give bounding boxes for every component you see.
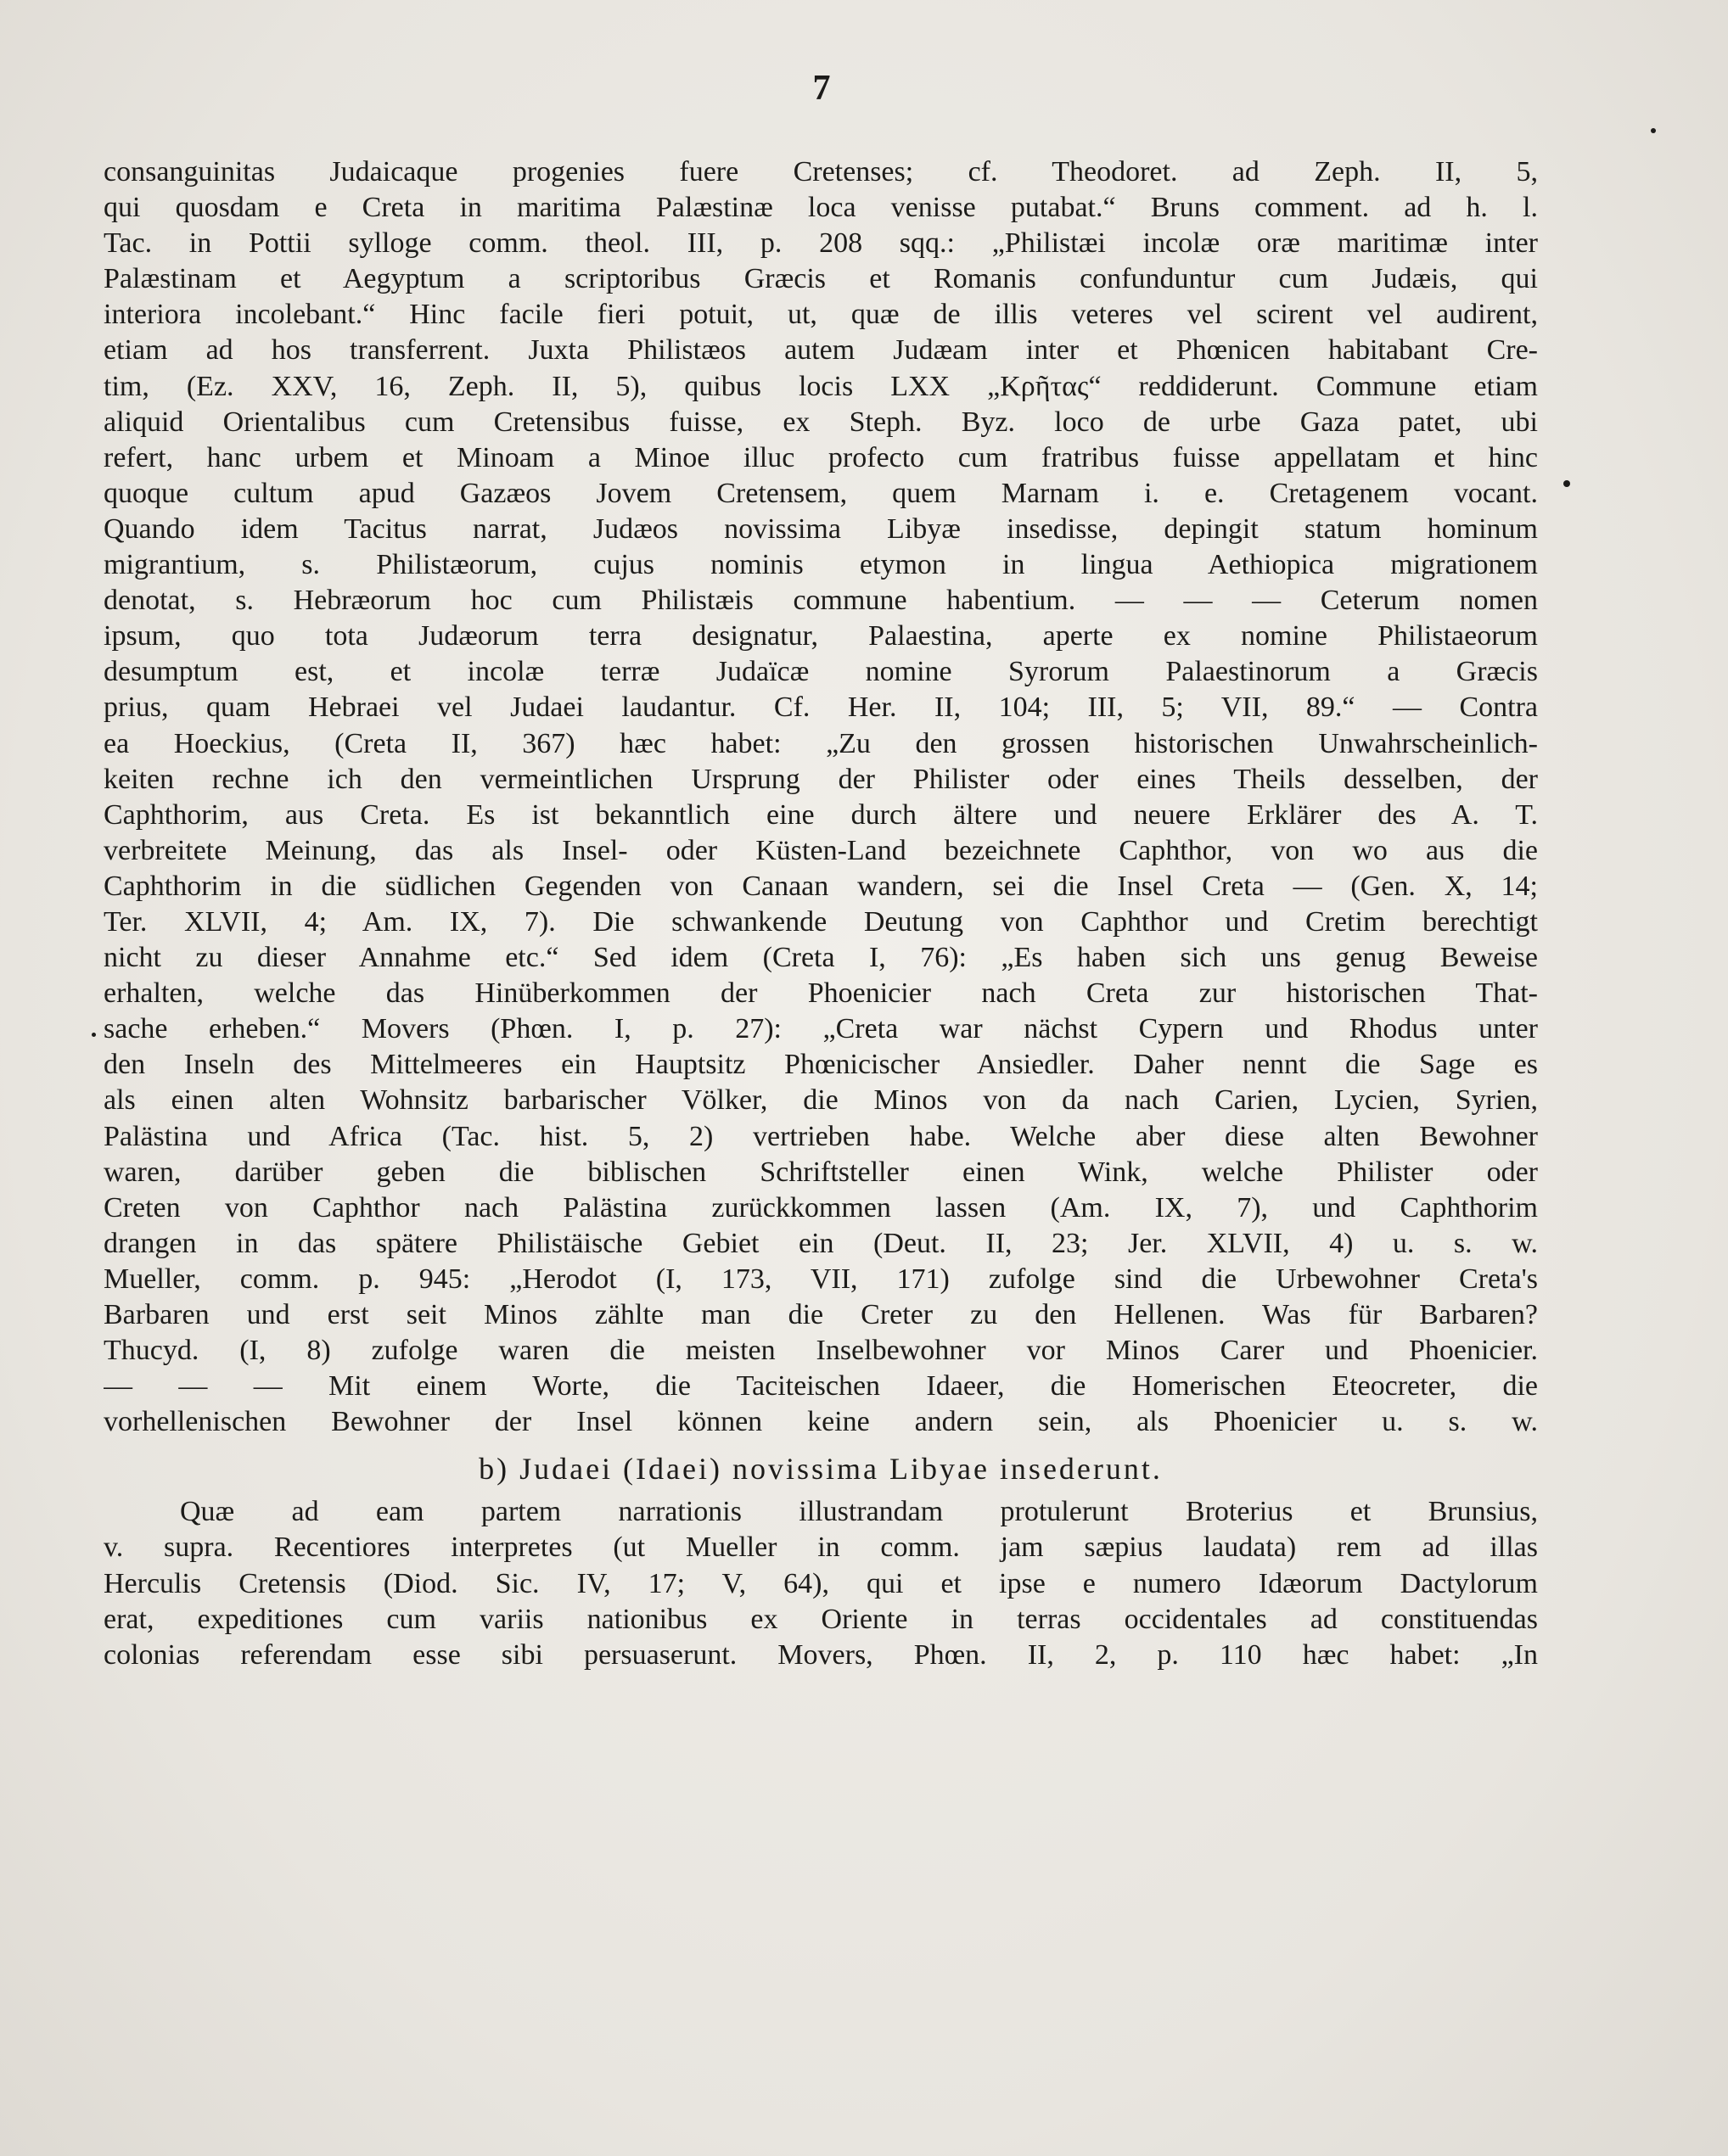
text-line: interiora incolebant.“ Hinc facile fieri potuit, ut, quæ de illis veteres vel scirent vel audirent, <box>104 299 1538 331</box>
text-line: ea Hoeckius, (Creta II, 367) hæc habet: „Zu den grossen historischen Unwahrscheinlich- <box>104 727 1538 759</box>
text-line: Palästina und Africa (Tac. hist. 5, 2) vertrieben habe. Welche aber diese alten Bewohner <box>104 1120 1538 1152</box>
text-line: als einen alten Wohnsitz barbarischer Völker, die Minos von da nach Carien, Lycien, Syrien, <box>104 1084 1538 1117</box>
text-line: erhalten, welche das Hinüberkommen der Phoenicier nach Creta zur historischen That- <box>104 977 1538 1010</box>
text-line: qui quosdam e Creta in maritima Palæstinæ loca venisse putabat.“ Bruns comment. ad h. l. <box>104 192 1538 224</box>
text-line: — — — Mit einem Worte, die Taciteischen Idaeer, die Homerischen Eteocreter, die <box>104 1370 1538 1403</box>
text-line: waren, darüber geben die biblischen Schriftsteller einen Wink, welche Philister oder <box>104 1156 1538 1188</box>
text-line: Quando idem Tacitus narrat, Judæos novissima Libyæ insedisse, depingit statum hominum <box>104 512 1538 545</box>
section-heading: b) Judaei (Idaei) novissima Libyae insederunt. <box>479 1452 1163 1487</box>
margin-dot-right <box>1563 480 1570 487</box>
text-line: Ter. XLVII, 4; Am. IX, 7). Die schwankende Deutung von Caphthor und Cretim berechtigt <box>104 905 1538 938</box>
margin-dot-left <box>92 1033 96 1037</box>
text-line: drangen in das spätere Philistäische Gebiet ein (Deut. II, 23; Jer. XLVII, 4) u. s. w. <box>104 1227 1538 1259</box>
text-line: desumptum est, et incolæ terræ Judaïcæ nomine Syrorum Palaestinorum a Græcis <box>104 656 1538 688</box>
text-line: den Inseln des Mittelmeeres ein Hauptsitz Phœnicischer Ansiedler. Daher nennt die Sage es <box>104 1049 1538 1081</box>
text-line: consanguinitas Judaicaque progenies fuere Cretenses; cf. Theodoret. ad Zeph. II, 5, <box>104 156 1538 188</box>
text-line: keiten rechne ich den vermeintlichen Ursprung der Philister oder eines Theils desselben, der <box>104 763 1538 795</box>
text-line: sache erheben.“ Movers (Phœn. I, p. 27): „Creta war nächst Cypern und Rhodus unter <box>104 1013 1538 1045</box>
text-line: Thucyd. (I, 8) zufolge waren die meisten Inselbewohner vor Minos Carer und Phoenicier. <box>104 1335 1538 1367</box>
text-line: Herculis Cretensis (Diod. Sic. IV, 17; V, 64), qui et ipse e numero Idæorum Dactylorum <box>104 1567 1538 1599</box>
text-line: quoque cultum apud Gazæos Jovem Cretensem, quem Marnam i. e. Cretagenem vocant. <box>104 477 1538 509</box>
margin-dot-corner <box>1651 128 1656 133</box>
text-line: erat, expeditiones cum variis nationibus ex Oriente in terras occidentales ad constituendas <box>104 1603 1538 1635</box>
text-line: migrantium, s. Philistæorum, cujus nominis etymon in lingua Aethiopica migrationem <box>104 549 1538 581</box>
text-line: Caphthorim, aus Creta. Es ist bekanntlich eine durch ältere und neuere Erklärer des A. T. <box>104 798 1538 831</box>
text-line: Palæstinam et Aegyptum a scriptoribus Græcis et Romanis confunduntur cum Judæis, qui <box>104 263 1538 295</box>
text-line: Tac. in Pottii sylloge comm. theol. III, p. 208 sqq.: „Philistæi incolæ oræ maritimæ inter <box>104 227 1538 260</box>
body-text <box>104 154 1538 1673</box>
text-line: verbreitete Meinung, das als Insel- oder Küsten-Land bezeichnete Caphthor, von wo aus die <box>104 834 1538 866</box>
text-line: nicht zu dieser Annahme etc.“ Sed idem (Creta I, 76): „Es haben sich uns genug Beweise <box>104 942 1538 974</box>
text-line: Mueller, comm. p. 945: „Herodot (I, 173, VII, 171) zufolge sind die Urbewohner Creta's <box>104 1263 1538 1295</box>
text-line: prius, quam Hebraei vel Judaei laudantur. Cf. Her. II, 104; III, 5; VII, 89.“ — Contra <box>104 692 1538 724</box>
text-line: Barbaren und erst seit Minos zählte man die Creter zu den Hellenen. Was für Barbaren? <box>104 1299 1538 1330</box>
text-line: Creten von Caphthor nach Palästina zurückkommen lassen (Am. IX, 7), und Caphthorim <box>104 1191 1538 1224</box>
text-line: colonias referendam esse sibi persuaserunt. Movers, Phœn. II, 2, p. 110 hæc habet: „In <box>104 1638 1538 1671</box>
text-line: refert, hanc urbem et Minoam a Minoe illuc profecto cum fratribus fuisse appellatam et hinc <box>104 441 1538 473</box>
page-number: 7 <box>812 69 831 108</box>
text-line: v. supra. Recentiores interpretes (ut Mueller in comm. jam sæpius laudata) rem ad illas <box>104 1532 1538 1564</box>
text-line: tim, (Ez. XXV, 16, Zeph. II, 5), quibus locis LXX „Κρῆτας“ reddiderunt. Commune etiam <box>104 370 1538 402</box>
text-line: Quæ ad eam partem narrationis illustrandam protulerunt Broterius et Brunsius, <box>180 1496 1538 1528</box>
text-line: Caphthorim in die südlichen Gegenden von Canaan wandern, sei die Insel Creta — (Gen. X, 14; <box>104 870 1538 902</box>
text-line: denotat, s. Hebræorum hoc cum Philistæis commune habentium. — — — Ceterum nomen <box>104 585 1538 617</box>
text-line: etiam ad hos transferrent. Juxta Philistæos autem Judæam inter et Phœnicen habitabant Cre- <box>104 334 1538 367</box>
text-line: aliquid Orientalibus cum Cretensibus fuisse, ex Steph. Byz. loco de urbe Gaza patet, ubi <box>104 406 1538 438</box>
text-line: vorhellenischen Bewohner der Insel können keine andern sein, als Phoenicier u. s. w. <box>104 1406 1538 1438</box>
text-line: ipsum, quo tota Judæorum terra designatur, Palaestina, aperte ex nomine Philistaeorum <box>104 620 1538 652</box>
